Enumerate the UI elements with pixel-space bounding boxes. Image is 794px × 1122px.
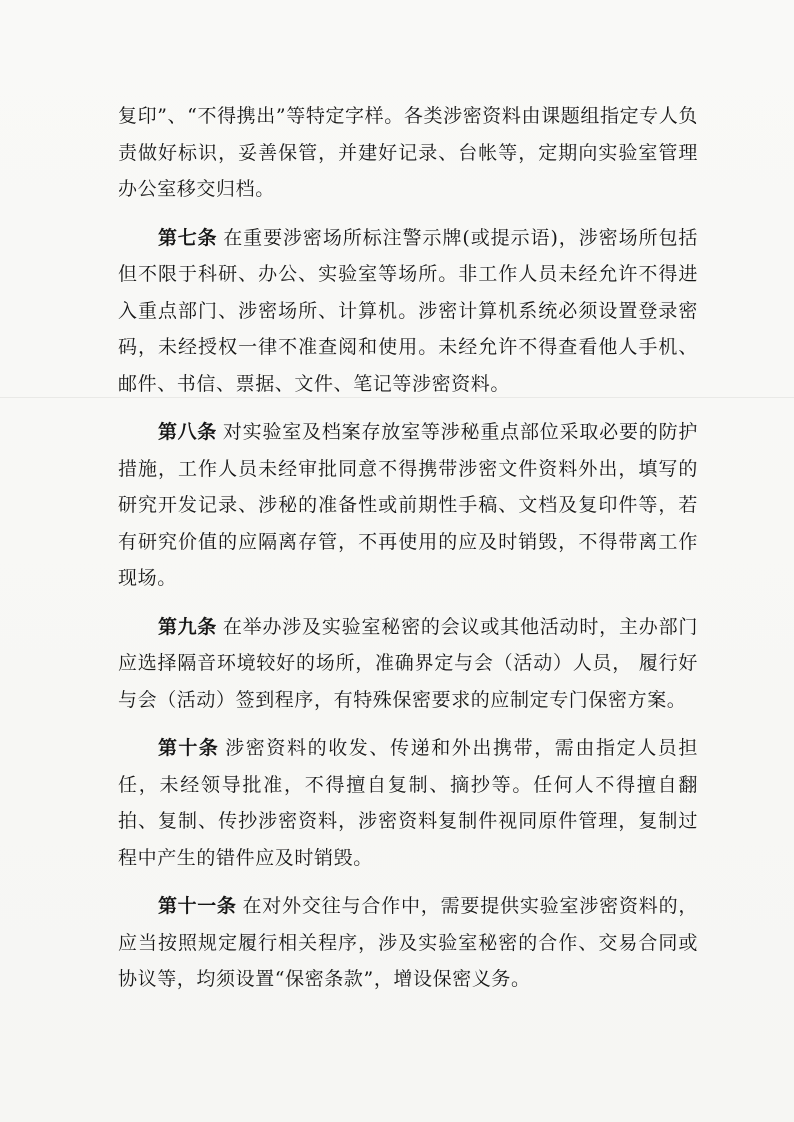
paragraph-text: 在举办涉及实验室秘密的会议或其他活动时，主办部门应选择隔音环境较好的场所，准确界定与会（活动）人员， 履行好与会（活动）签到程序，有特殊保密要求的应制定专门保密方案。 (118, 615, 698, 711)
paragraph-text: 涉密资料的收发、传递和外出携带，需由指定人员担任，未经领导批准，不得擅自复制、摘抄等。任何人不得擅自翻拍、复制、传抄涉密资料，涉密资料复制件视同原件管理，复制过程中产生的错件应及时销毁。 (118, 737, 698, 869)
article-10 (118, 730, 698, 876)
article-7 (118, 220, 698, 403)
article-9 (118, 609, 698, 719)
article-number: 第七条 (158, 226, 218, 249)
paragraph-text: 在对外交往与合作中，需要提供实验室涉密资料的，应当按照规定履行相关程序，涉及实验室秘密的合作、交易合同或协议等，均须设置“保密条款”，增设保密义务。 (118, 895, 698, 990)
article-11 (118, 888, 698, 998)
paragraph-continuation (118, 98, 698, 208)
document-body (118, 98, 698, 998)
article-number: 第九条 (158, 615, 217, 638)
article-8 (118, 414, 698, 597)
article-number: 第十一条 (158, 895, 237, 917)
article-number: 第八条 (158, 421, 217, 443)
article-number: 第十条 (158, 737, 220, 759)
paragraph-text: 在重要涉密场所标注警示牌(或提示语)，涉密场所包括但不限于科研、办公、实验室等场所。非工作人员未经允许不得进入重点部门、涉密场所、计算机。涉密计算机系统必须设置登录密码，未经授权一律不准查阅和使用。未经允许不得查看他人手机、邮件、书信、票据、文件、笔记等涉密资料。 (118, 226, 699, 395)
paragraph-text: 复印”、“不得携出”等特定字样。各类涉密资料由课题组指定专人负责做好标识，妥善保管，并建好记录、台帐等，定期向实验室管理办公室移交归档。 (118, 105, 698, 200)
paragraph-text: 对实验室及档案存放室等涉秘重点部位采取必要的防护措施，工作人员未经审批同意不得携带涉密文件资料外出，填写的研究开发记录、涉秘的准备性或前期性手稿、文档及复印件等，若有研究价值的应隔离存管，不再使用的应及时销毁，不得带离工作现场。 (118, 421, 698, 589)
